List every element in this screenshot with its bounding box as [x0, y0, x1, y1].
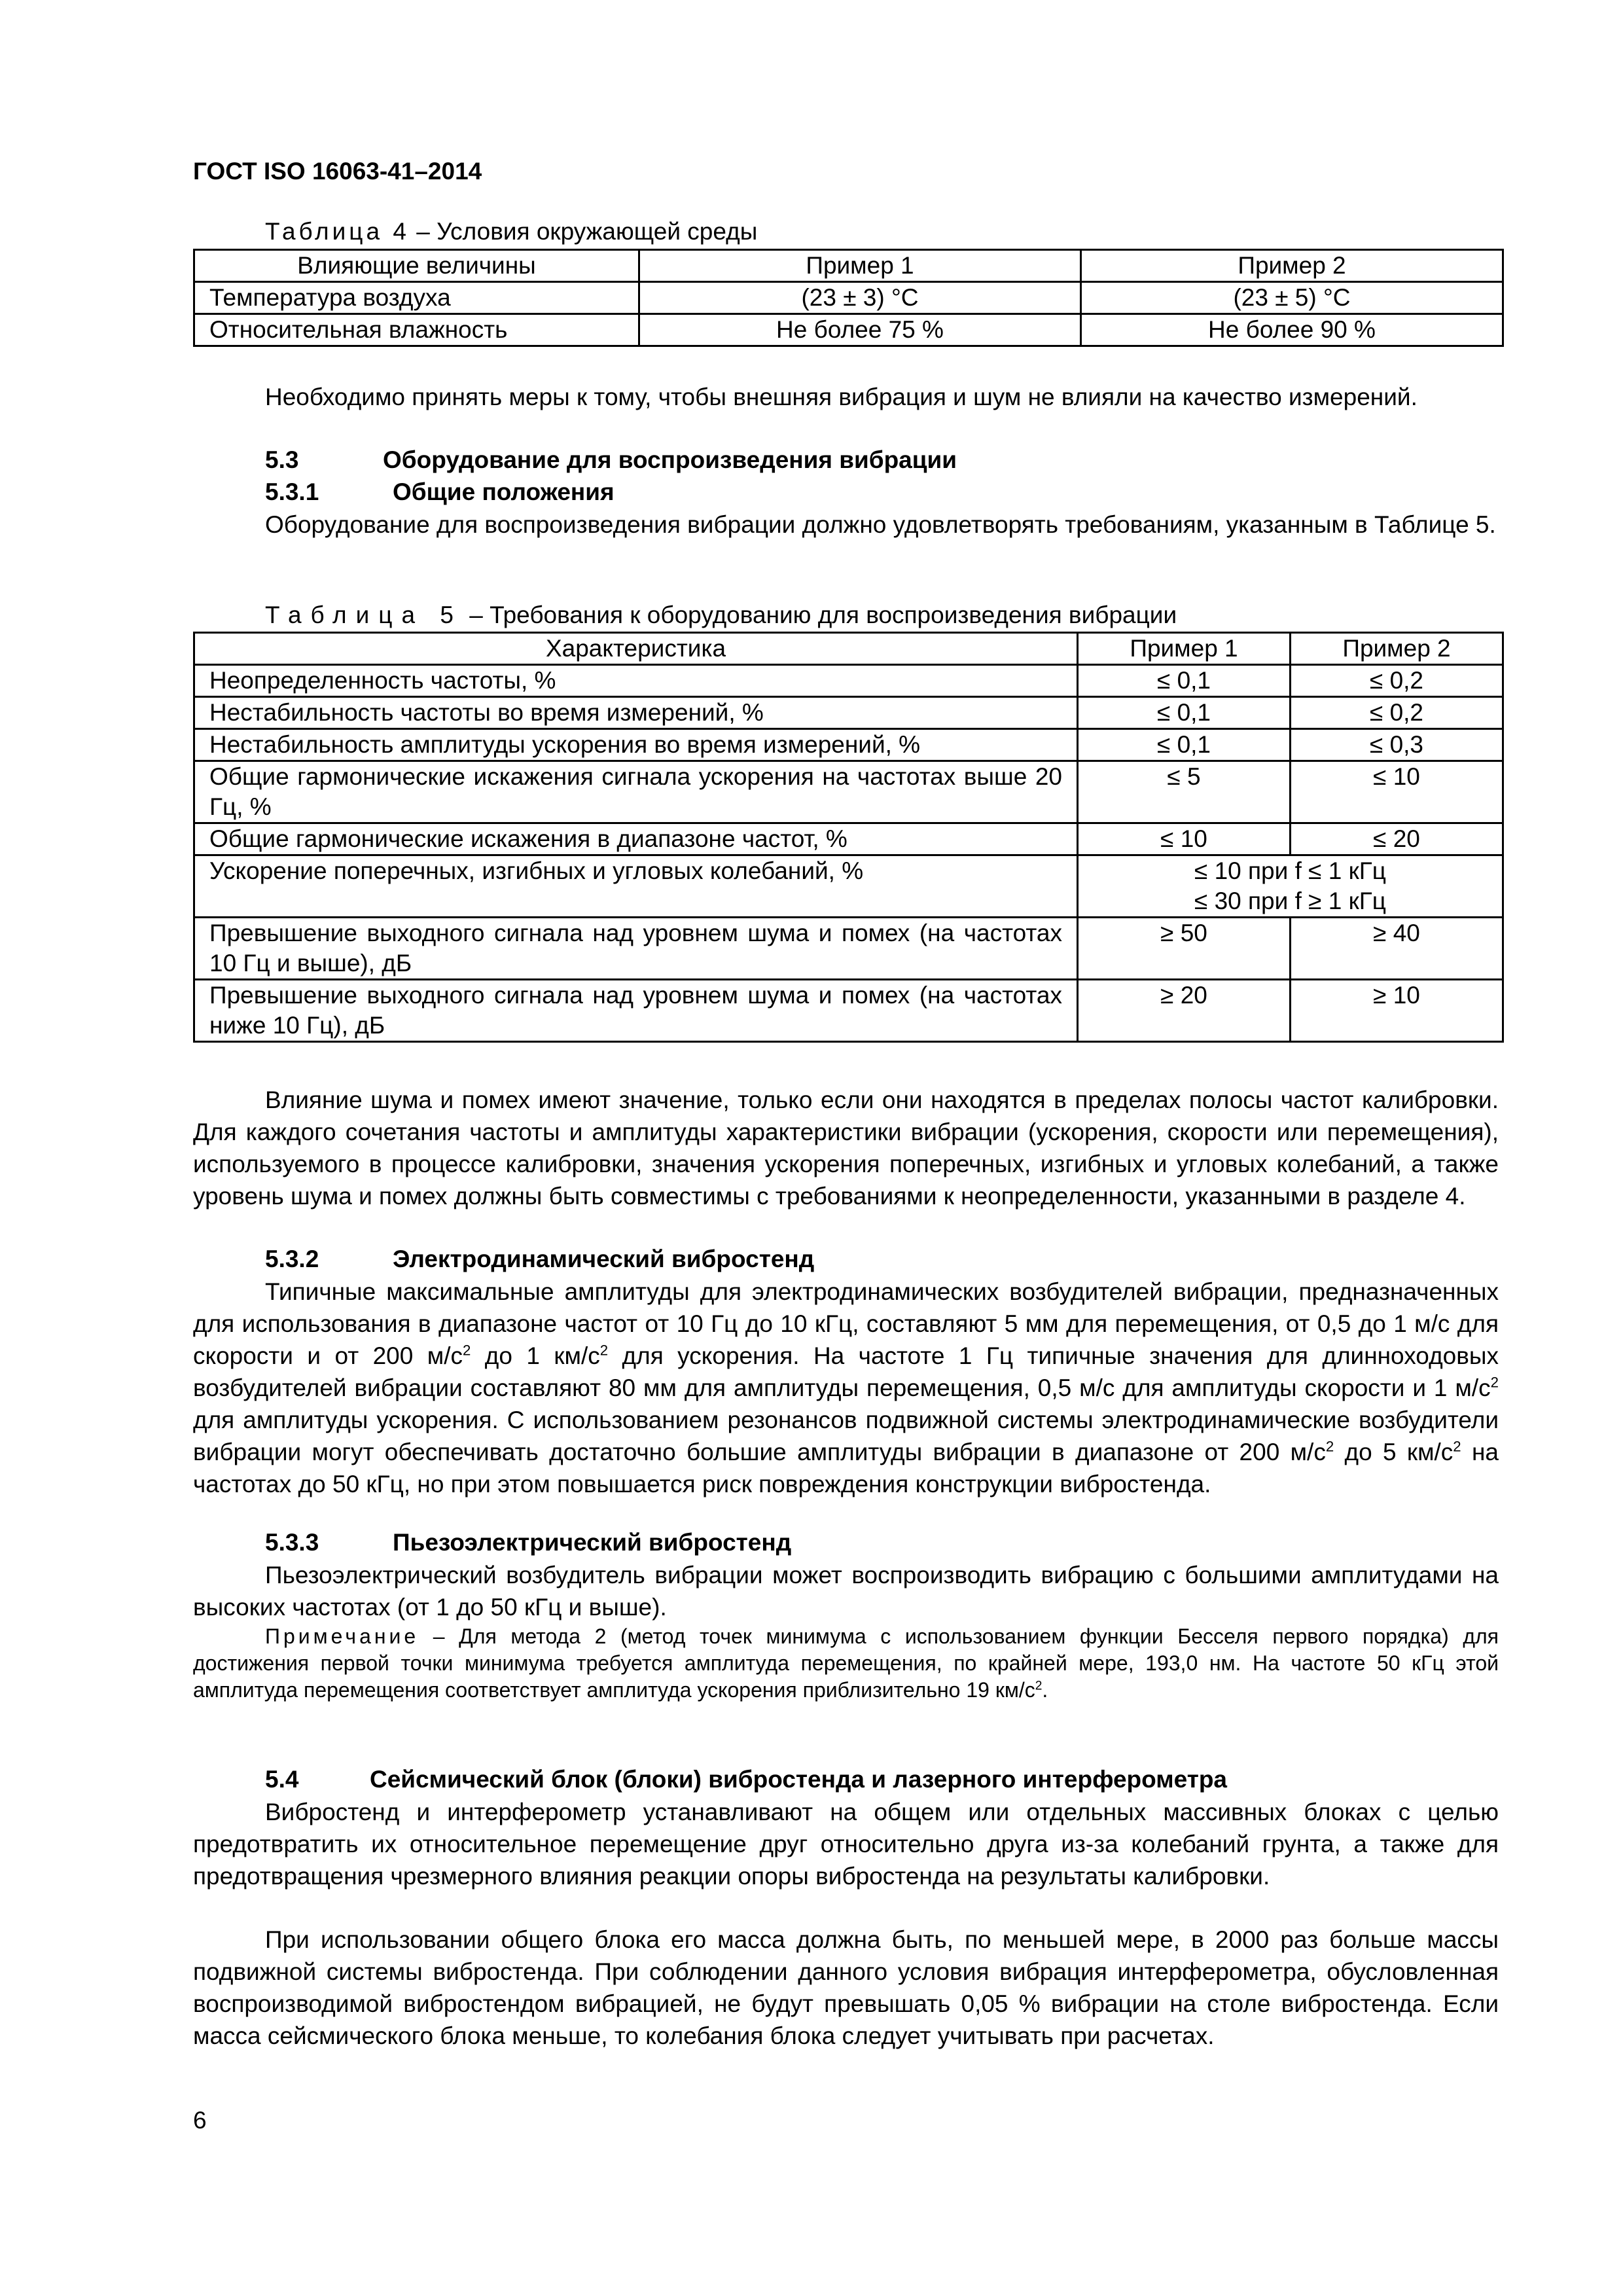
table-cell: ≤ 0,3 — [1291, 729, 1503, 761]
text-run: для ускорения. На частоте 1 Гц типичные значения для длинноходовых возбудителей вибрации составляют 80 мм для амплитуды перемещения, 0,5 м/с для амплитуды скорости и 1 м/с — [193, 1342, 1499, 1401]
section-title: Пьезоэлектрический вибростенд — [393, 1529, 792, 1556]
paragraph-noise: Влияние шума и помех имеют значение, только если они находятся в пределах полосы частот калибровки. Для каждого сочетания частоты и амплитуды характеристики вибрации (ускорения, скорости или перемещения), используемого в процессе калибровки, значения ускорения поперечных, изгибных и угловых колебаний, а также уровень шума и помех должны быть совместимы с требованиями к неопределенности, указанными в разделе 4. — [193, 1086, 1499, 1210]
section-number: 5.4 — [265, 1766, 299, 1793]
text-run: на частотах до 50 кГц, но при этом повышается риск повреждения конструкции вибростенда. — [193, 1439, 1499, 1498]
table-cell: Превышение выходного сигнала над уровнем шума и помех (на частотах ниже 10 Гц), дБ — [194, 980, 1078, 1042]
superscript: 2 — [1490, 1374, 1499, 1391]
table-row — [194, 761, 1503, 823]
table-header-row — [194, 250, 1503, 282]
table-4 — [193, 249, 1504, 347]
page-number: 6 — [193, 2107, 207, 2134]
paragraph-5-3-2 — [193, 1276, 1499, 1500]
table-header-cell: Пример 1 — [1078, 633, 1291, 665]
section-heading-5-3 — [265, 444, 957, 476]
table-cell: Не более 75 % — [639, 314, 1081, 346]
merged-cell-line: ≤ 30 при f ≥ 1 кГц — [1194, 888, 1386, 914]
table-header-cell: Пример 2 — [1291, 633, 1503, 665]
table-header-row — [194, 633, 1503, 665]
table-cell: Общие гармонические искажения сигнала ускорения на частотах выше 20 Гц, % — [194, 761, 1078, 823]
table5-caption-word: Таблица 5 — [265, 601, 463, 628]
table-cell-merged — [1078, 855, 1503, 918]
superscript: 2 — [462, 1342, 471, 1359]
paragraph-5-4-a: Вибростенд и интерферометр устанавливают на общем или отдельных массивных блоках с целью предотвратить их относительное перемещение друг относительно друга из-за колебаний грунта, а также для предотвращения чрезмерного влияния реакции опоры вибростенда на результаты калибровки. — [193, 1799, 1499, 1890]
superscript: 2 — [1453, 1438, 1461, 1455]
table-row — [194, 729, 1503, 761]
table-row — [194, 314, 1503, 346]
superscript: 2 — [1035, 1679, 1043, 1693]
table-cell: Превышение выходного сигнала над уровнем шума и помех (на частотах 10 Гц и выше), дБ — [194, 918, 1078, 980]
table-row — [194, 823, 1503, 855]
paragraph-5-3-1: Оборудование для воспроизведения вибрации должно удовлетворять требованиям, указанным в Таблице 5. — [265, 511, 1496, 538]
table4-caption-text: – Условия окружающей среды — [416, 218, 758, 245]
text-run: до 5 км/с — [1334, 1439, 1454, 1465]
table-cell: ≤ 10 — [1078, 823, 1291, 855]
text-run: до 1 км/с — [471, 1342, 600, 1369]
table-header-cell: Характеристика — [194, 633, 1078, 665]
document-header: ГОСТ ISO 16063-41–2014 — [193, 158, 482, 185]
section-heading-5-4 — [265, 1764, 1227, 1795]
table-cell: ≤ 20 — [1291, 823, 1503, 855]
table-cell: ≤ 0,2 — [1291, 697, 1503, 729]
table-cell: Не более 90 % — [1081, 314, 1503, 346]
table-header-cell: Влияющие величины — [194, 250, 639, 282]
table-row — [194, 282, 1503, 314]
note-label: Примечание — [265, 1624, 419, 1648]
table5-caption-text: – Требования к оборудованию для воспроизведения вибрации — [469, 601, 1177, 628]
section-title: Общие положения — [393, 478, 615, 505]
section-title: Сейсмический блок (блоки) вибростенда и лазерного интерферометра — [370, 1766, 1228, 1793]
table-5 — [193, 632, 1504, 1043]
section-heading-5-3-2 — [265, 1244, 814, 1275]
table-cell: ≥ 40 — [1291, 918, 1503, 980]
table-header-cell: Пример 1 — [639, 250, 1081, 282]
text-run: для амплитуды ускорения. С использованием резонансов подвижной системы электродинамические возбудители вибрации могут обеспечивать достаточно большие амплитуды вибрации в диапазоне от 200 м/с — [193, 1407, 1499, 1465]
table-cell: Общие гармонические искажения в диапазоне частот, % — [194, 823, 1078, 855]
table4-caption-word: Таблица 4 — [265, 218, 410, 245]
superscript: 2 — [1325, 1438, 1334, 1455]
table-header-cell: Пример 2 — [1081, 250, 1503, 282]
section-title: Оборудование для воспроизведения вибрации — [383, 446, 957, 473]
table-cell: (23 ± 5) °С — [1081, 282, 1503, 314]
table-row-merged — [194, 855, 1503, 918]
table-cell: ≥ 50 — [1078, 918, 1291, 980]
table-cell: ≥ 20 — [1078, 980, 1291, 1042]
table-cell: ≤ 5 — [1078, 761, 1291, 823]
section-number: 5.3.3 — [265, 1529, 319, 1556]
note — [193, 1623, 1499, 1704]
text-run: . — [1042, 1678, 1048, 1702]
paragraph-5-3-3: Пьезоэлектрический возбудитель вибрации может воспроизводить вибрацию с большими амплитудами на высоких частотах (от 1 до 50 кГц и выше). — [193, 1562, 1499, 1621]
section-number: 5.3.1 — [265, 478, 319, 505]
paragraph-5-4-b: При использовании общего блока его масса должна быть, по меньшей мере, в 2000 раз больше массы подвижной системы вибростенда. При соблюдении данного условия вибрация интерферометра, обусловленная воспроизводимой вибростендом вибрацией, не будут превышать 0,05 % вибрации на столе вибростенда. Если масса сейсмического блока меньше, то колебания блока следует учитывать при расчетах. — [193, 1926, 1499, 2049]
table-cell: Относительная влажность — [194, 314, 639, 346]
table-cell: ≤ 0,2 — [1291, 665, 1503, 697]
section-number: 5.3 — [265, 446, 299, 473]
table5-caption — [265, 601, 1177, 630]
table-cell: ≥ 10 — [1291, 980, 1503, 1042]
table-row — [194, 697, 1503, 729]
section-heading-5-3-3 — [265, 1527, 791, 1558]
table-cell: ≤ 0,1 — [1078, 729, 1291, 761]
section-number: 5.3.2 — [265, 1246, 319, 1272]
superscript: 2 — [599, 1342, 609, 1359]
table4-caption — [265, 217, 757, 246]
paragraph-measures: Необходимо принять меры к тому, чтобы внешняя вибрация и шум не влияли на качество измерений. — [265, 384, 1418, 410]
table-row — [194, 980, 1503, 1042]
table-cell: (23 ± 3) °С — [639, 282, 1081, 314]
merged-cell-line: ≤ 10 при f ≤ 1 кГц — [1194, 857, 1386, 884]
table-row — [194, 665, 1503, 697]
table-cell: ≤ 0,1 — [1078, 697, 1291, 729]
section-title: Электродинамический вибростенд — [393, 1246, 815, 1272]
table-row — [194, 918, 1503, 980]
text-run: Типичные максимальные амплитуды для электродинамических возбудителей вибрации, предназначенных для использования в диапазоне частот от 10 Гц до 10 кГц, составляют 5 мм для перемещения, от 0,5 до 1 м/с для скорости и от 200 м/с — [193, 1278, 1499, 1369]
table-cell: Неопределенность частоты, % — [194, 665, 1078, 697]
table-cell: Ускорение поперечных, изгибных и угловых колебаний, % — [194, 855, 1078, 918]
section-heading-5-3-1 — [265, 476, 615, 508]
table-cell: ≤ 0,1 — [1078, 665, 1291, 697]
note-text: – Для метода 2 (метод точек минимума с использованием функции Бесселя первого порядка) для достижения первой точки минимума требуется амплитуда перемещения, по крайней мере, 193,0 нм. На частоте 50 кГц этой амплитуда перемещения соответствует амплитуда ускорения приблизительно 19 км/с — [193, 1624, 1499, 1702]
table-cell: Нестабильность частоты во время измерений, % — [194, 697, 1078, 729]
table-cell: Температура воздуха — [194, 282, 639, 314]
table-cell: ≤ 10 — [1291, 761, 1503, 823]
table-cell: Нестабильность амплитуды ускорения во время измерений, % — [194, 729, 1078, 761]
